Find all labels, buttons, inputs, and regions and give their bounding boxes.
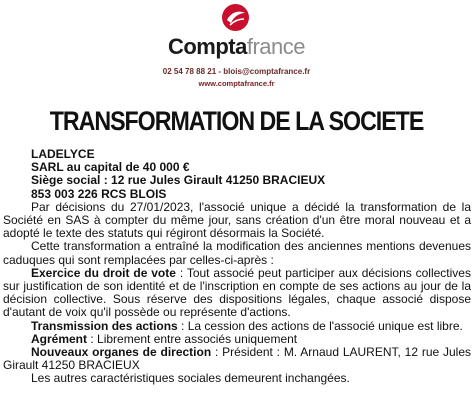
- vote-text: : Tout associé peut participer aux décisions collectives sur justification de son identité et de l'inscription en compte de ses actions au jour de la décision collective. Sous réserve des dispositions légales, chaque associé dispose d'autant de voix qu'il possède ou représente d'actions.: [3, 265, 471, 320]
- brand-light: france: [246, 34, 306, 59]
- registered-office: Siège social : 12 rue Jules Girault 41250 BRACIEUX: [31, 173, 326, 188]
- paragraph-closing: Les autres caractéristiques sociales demeurent inchangées.: [31, 371, 350, 386]
- transfer-text: : La cession des actions de l'associé unique est libre.: [177, 318, 463, 333]
- header: [0, 0, 473, 100]
- vote-label: Exercice du droit de vote: [31, 265, 176, 280]
- comptafrance-logo-icon: [222, 4, 249, 31]
- paragraph-transformation: Cette transformation a entraîné la modification des anciennes mentions devenues caduques qui sont remplacées par celles-ci-après :: [3, 239, 471, 267]
- website-link[interactable]: www.comptafrance.fr: [198, 79, 275, 88]
- notice-title: TRANSFORMATION DE LA SOCIETE: [49, 106, 424, 136]
- brand-name: [0, 34, 473, 60]
- management-text: : Président : M. Arnaud LAURENT, 12 rue Jules Girault 41250 BRACIEUX: [3, 345, 471, 373]
- paragraph-management: [3, 346, 471, 372]
- brand-strong: Compta: [167, 34, 247, 59]
- notice-body: [3, 148, 471, 386]
- contact-line: 02 54 78 88 21 - blois@comptafrance.fr: [162, 67, 311, 76]
- company-capital: SARL au capital de 40 000 €: [31, 160, 190, 175]
- paragraph-vote: [3, 267, 471, 320]
- paragraph-decision: Par décisions du 27/01/2023, l'associé unique a décidé la transformation de la Société en SAS à compter du même jour, sans création d'un être moral nouveau et a adopté le texte des statuts qui régiront désormais la Société.: [3, 199, 471, 241]
- company-name: LADELYCE: [31, 147, 95, 161]
- rcs-number: 853 003 226 RCS BLOIS: [31, 186, 167, 201]
- management-label: Nouveaux organes de direction: [31, 345, 212, 360]
- approval-text: : Librement entre associés uniquement: [87, 331, 298, 346]
- approval-label: Agrément: [31, 331, 88, 346]
- transfer-label: Transmission des actions: [31, 318, 178, 333]
